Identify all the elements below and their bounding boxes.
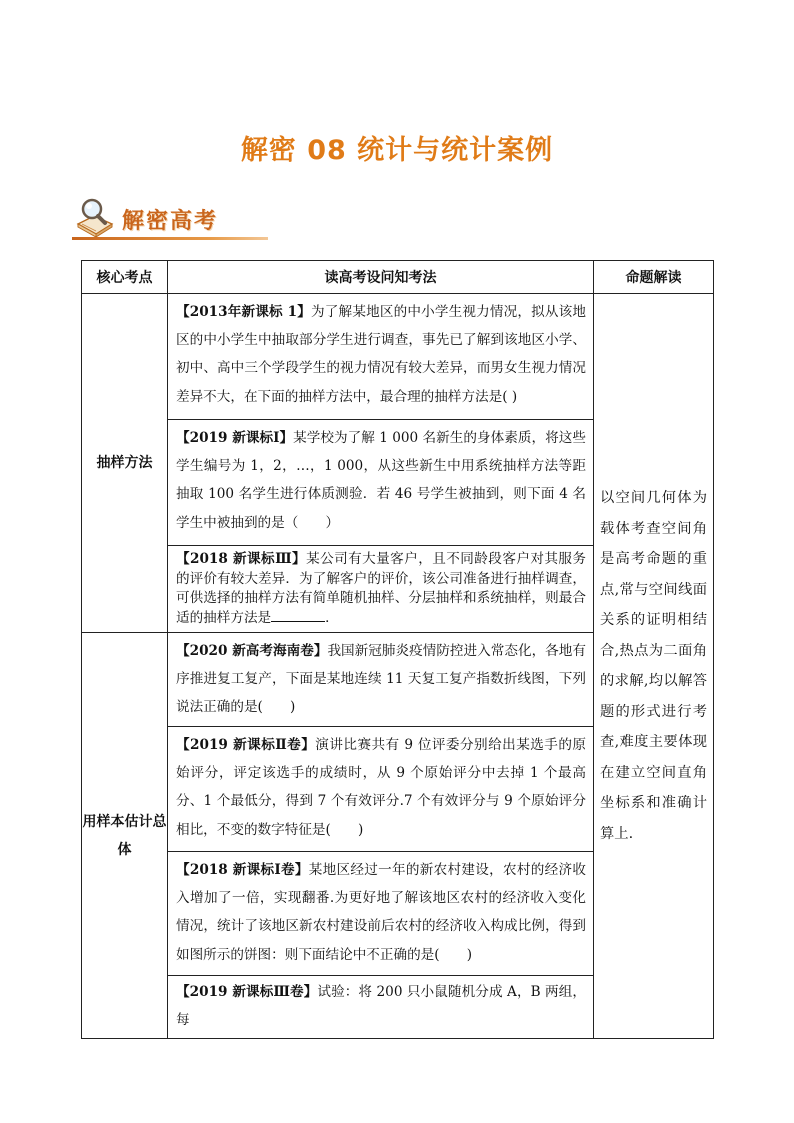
question-source: 【2018 新课标Ⅲ】 — [176, 551, 307, 567]
interpretation-cell: 以空间几何体为载体考查空间角是高考命题的重点,常与空间线面关系的证明相结合,热点为二面角的求解,均以解答题的形式进行考查,难度主要体现在建立空间直角坐标系和准确计算上. — [594, 294, 714, 1039]
question-cell — [168, 294, 594, 420]
question-source: 【2019 新课标Ⅲ卷】 — [176, 984, 318, 1000]
question-source: 【2019 新课标Ⅱ卷】 — [176, 737, 316, 753]
question-text: 某地区经过一年的新农村建设，农村的经济收入增加了一倍，实现翻番.为更好地了解该地区农村的经济收入变化情况，统计了该地区新农村建设前后农村的经济收入构成比例，得到如图所示的饼图：则下面结论中不正确的是( ) — [176, 862, 586, 963]
question-cell — [168, 546, 594, 633]
question-text: 某学校为了解 1 000 名新生的身体素质，将这些学生编号为 1，2，…，1 000，从这些新生中用系统抽样方法等距抽取 100 名学生进行体质测验．若 46 号学生被抽到，则下面 4 名学生中被抽到的是（ ） — [176, 430, 586, 531]
question-source: 【2013年新课标 1】 — [176, 304, 312, 320]
question-tail: ． — [325, 609, 339, 626]
question-text: 某公司有大量客户，且不同龄段客户对其服务的评价有较大差异．为了解客户的评价，该公司准备进行抽样调查，可供选择的抽样方法有简单随机抽样、分层抽样和系统抽样，则最合适的抽样方法是 — [176, 551, 586, 626]
exam-analysis-table — [81, 260, 714, 1039]
table-row — [82, 294, 714, 420]
header-interpretation: 命题解读 — [594, 261, 714, 294]
question-cell — [168, 727, 594, 852]
answer-blank — [271, 609, 325, 622]
topic-sampling: 抽样方法 — [82, 294, 168, 633]
section-header — [72, 194, 272, 246]
section-label: 解密高考 — [122, 209, 219, 234]
question-cell — [168, 852, 594, 976]
question-source: 【2020 新高考海南卷】 — [176, 643, 328, 659]
question-source: 【2019 新课标Ⅰ】 — [176, 430, 294, 446]
question-cell — [168, 976, 594, 1039]
question-cell — [168, 420, 594, 546]
magnifier-book-icon — [72, 194, 118, 240]
section-underline — [72, 237, 268, 240]
topic-sample-estimate: 用样本估计总体 — [82, 633, 168, 1039]
table-header-row — [82, 261, 714, 294]
question-source: 【2018 新课标Ⅰ卷】 — [176, 862, 309, 878]
header-questions: 读高考设问知考法 — [168, 261, 594, 294]
question-text: 我国新冠肺炎疫情防控进入常态化，各地有序推进复工复产，下面是某地连续 11 天复工复产指数折线图，下列说法正确的是( ) — [176, 643, 586, 716]
page-title: 解密 08 统计与统计案例 — [240, 135, 554, 166]
question-text: 演讲比赛共有 9 位评委分别给出某选手的原始评分，评定该选手的成绩时，从 9 个原始评分中去掉 1 个最高分、1 个最低分，得到 7 个有效评分.7 个有效评分与 9 个原始评分相比，不变的数字特征是( ) — [176, 737, 586, 838]
header-core-topic: 核心考点 — [82, 261, 168, 294]
question-text: 试验：将 200 只小鼠随机分成 A，B 两组，每 — [176, 984, 586, 1029]
question-cell — [168, 633, 594, 727]
question-text: 为了解某地区的中小学生视力情况，拟从该地区的中小学生中抽取部分学生进行调查，事先已了解到该地区小学、初中、高中三个学段学生的视力情况有较大差异，而男女生视力情况差异不大，在下面的抽样方法中，最合理的抽样方法是( ) — [176, 304, 586, 405]
